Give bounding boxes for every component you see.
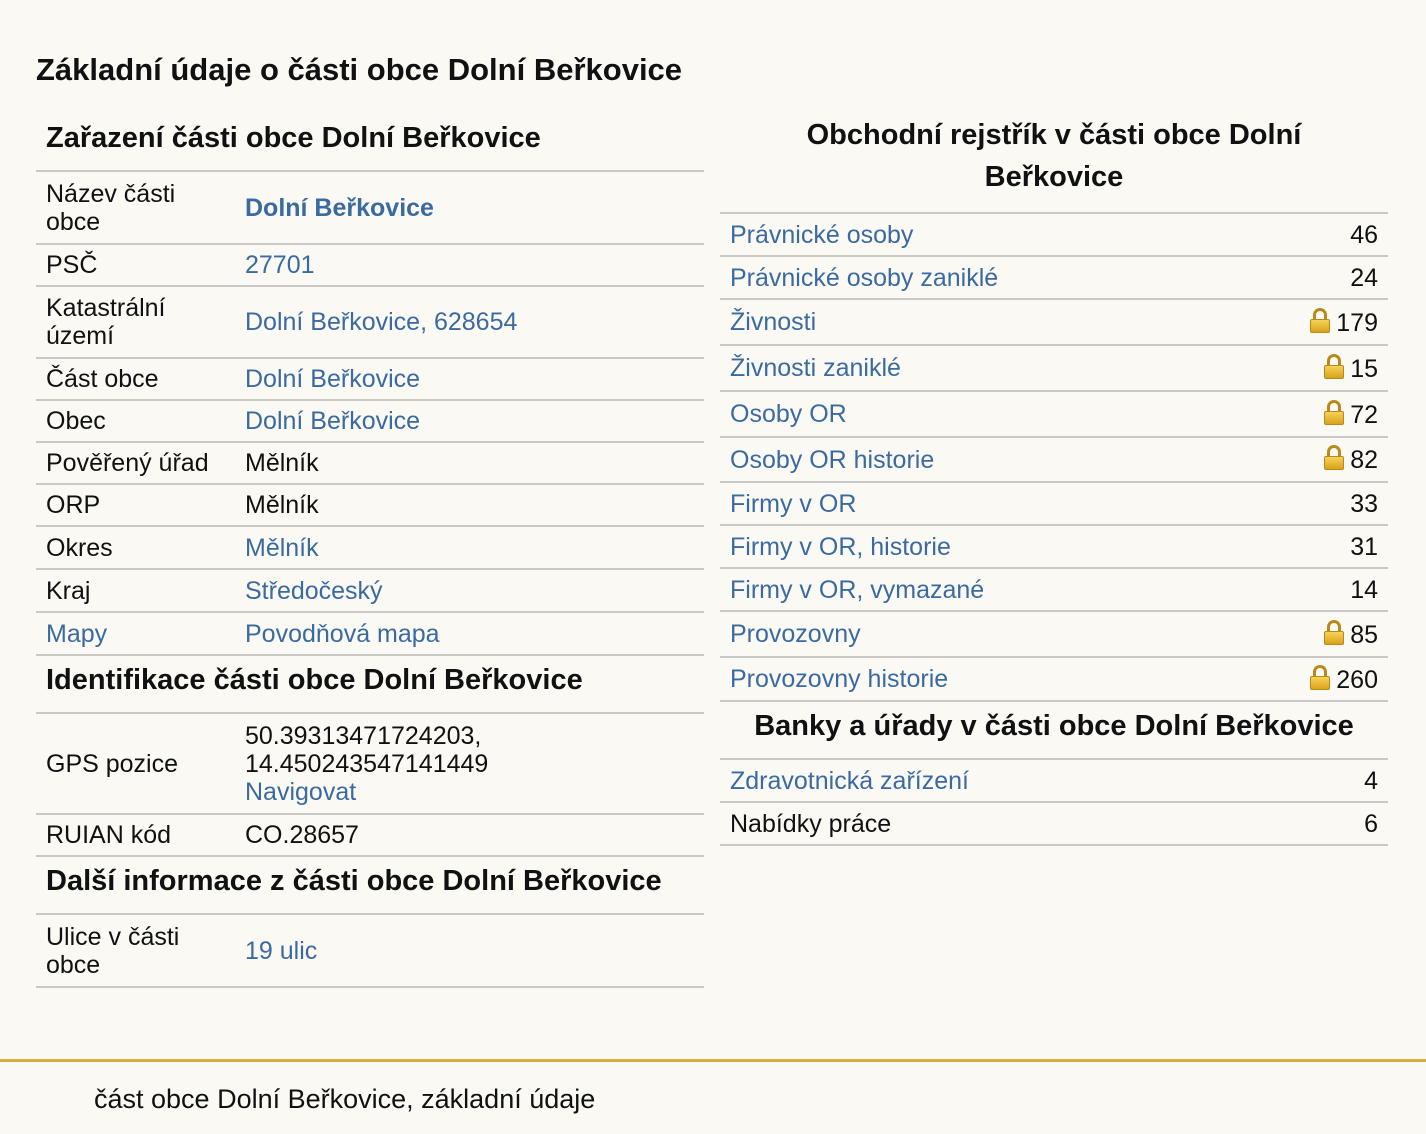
rejstrik-table xyxy=(720,214,1388,702)
okres-link[interactable]: Mělník xyxy=(245,533,319,562)
pravnicke-osoby-zanikle-link[interactable]: Právnické osoby zaniklé xyxy=(730,263,999,292)
table-row xyxy=(720,525,1388,568)
table-row xyxy=(36,442,704,484)
table-row xyxy=(36,358,704,400)
katastralni-uzemi-link[interactable]: Dolní Beřkovice, 628654 xyxy=(245,308,518,336)
row-key: Obec xyxy=(36,400,235,442)
row-count: 24 xyxy=(1232,256,1388,299)
left-column xyxy=(36,110,704,988)
zdravotnicka-zarizeni-link[interactable]: Zdravotnická zařízení xyxy=(730,766,969,795)
psc-link[interactable]: 27701 xyxy=(245,251,315,279)
table-row xyxy=(720,657,1388,701)
table-row xyxy=(36,526,704,569)
zarazeni-table xyxy=(36,172,704,656)
osoby-or-historie-link[interactable]: Osoby OR historie xyxy=(730,445,935,474)
pravnicke-osoby-link[interactable]: Právnické osoby xyxy=(730,220,914,249)
mapy-link[interactable]: Mapy xyxy=(46,619,108,648)
table-row xyxy=(720,256,1388,299)
row-key: Katastrální území xyxy=(36,286,235,358)
dalsi-title: Další informace z části obce Dolní Beřkovice xyxy=(36,857,704,915)
table-row xyxy=(720,299,1388,345)
row-count: 14 xyxy=(1232,568,1388,611)
banky-table xyxy=(720,760,1388,846)
dalsi-table xyxy=(36,915,704,988)
firmy-v-or-vymazane-link[interactable]: Firmy v OR, vymazané xyxy=(730,575,985,604)
table-row xyxy=(720,214,1388,256)
row-count: 4 xyxy=(1311,760,1388,802)
table-row xyxy=(36,814,704,856)
osoby-or-link[interactable]: Osoby OR xyxy=(730,400,847,428)
row-key: Kraj xyxy=(36,569,235,612)
row-count: 260 xyxy=(1336,665,1378,694)
footer-divider xyxy=(0,1059,1426,1062)
nazev-casti-link[interactable]: Dolní Beřkovice xyxy=(245,193,434,222)
row-count: 72 xyxy=(1350,400,1378,429)
ruian-value: CO.28657 xyxy=(235,814,704,856)
row-count: 46 xyxy=(1232,214,1388,256)
firmy-v-or-historie-link[interactable]: Firmy v OR, historie xyxy=(730,532,951,561)
nabidky-prace-label: Nabídky práce xyxy=(720,802,1311,845)
obec-link[interactable]: Dolní Beřkovice xyxy=(245,407,421,435)
provozovny-link[interactable]: Provozovny xyxy=(730,620,861,648)
ulice-link[interactable]: 19 ulic xyxy=(245,936,318,965)
row-key: PSČ xyxy=(36,244,235,286)
lock-icon xyxy=(1324,400,1344,425)
table-row xyxy=(720,760,1388,802)
orp-value: Mělník xyxy=(235,484,704,526)
table-row xyxy=(36,244,704,286)
gps-label: GPS pozice xyxy=(36,714,235,814)
table-row xyxy=(36,172,704,244)
kraj-link[interactable]: Středočeský xyxy=(245,576,383,605)
table-row xyxy=(720,568,1388,611)
row-count: 82 xyxy=(1350,446,1378,474)
row-key: Název části obce xyxy=(36,172,235,244)
cast-obce-link[interactable]: Dolní Beřkovice xyxy=(245,365,421,393)
table-row xyxy=(720,345,1388,391)
table-row xyxy=(36,286,704,358)
navigate-link[interactable]: Navigovat xyxy=(245,777,357,806)
lock-icon xyxy=(1324,445,1344,470)
poverenu-urad-value: Mělník xyxy=(235,442,704,484)
table-row xyxy=(720,802,1388,845)
table-row xyxy=(36,612,704,655)
right-column xyxy=(720,110,1388,846)
table-row xyxy=(36,400,704,442)
identifikace-table xyxy=(36,714,704,857)
lock-icon xyxy=(1324,354,1344,379)
provozovny-historie-link[interactable]: Provozovny historie xyxy=(730,665,949,693)
table-row xyxy=(720,611,1388,657)
lock-icon xyxy=(1324,620,1344,645)
lock-icon xyxy=(1310,665,1330,690)
row-key: Okres xyxy=(36,526,235,569)
zivnosti-zanikle-link[interactable]: Živnosti zaniklé xyxy=(730,354,901,382)
row-count: 15 xyxy=(1350,354,1378,383)
row-count: 179 xyxy=(1336,308,1378,337)
rejstrik-title: Obchodní rejstřík v části obce Dolní Beřkovice xyxy=(720,110,1388,214)
gps-lat: 50.39313471724203, xyxy=(245,721,482,750)
ulice-label: Ulice v části obce xyxy=(36,915,235,987)
row-count: 6 xyxy=(1311,802,1388,845)
table-row xyxy=(36,484,704,526)
zarazeni-title: Zařazení části obce Dolní Beřkovice xyxy=(36,110,704,172)
lock-icon xyxy=(1310,308,1330,333)
footer-text: část obce Dolní Beřkovice, základní údaje xyxy=(94,1084,596,1114)
row-key: Část obce xyxy=(36,358,235,400)
table-row xyxy=(36,915,704,987)
row-key: ORP xyxy=(36,484,235,526)
table-row xyxy=(720,437,1388,482)
page-title: Základní údaje o části obce Dolní Beřkovice xyxy=(36,52,683,87)
row-count: 33 xyxy=(1232,482,1388,525)
row-key: Pověřený úřad xyxy=(36,442,235,484)
zivnosti-link[interactable]: Živnosti xyxy=(730,308,817,336)
table-row xyxy=(36,569,704,612)
banky-title: Banky a úřady v části obce Dolní Beřkovice xyxy=(720,702,1388,760)
table-row xyxy=(720,482,1388,525)
firmy-v-or-link[interactable]: Firmy v OR xyxy=(730,489,857,518)
table-row xyxy=(720,391,1388,437)
identifikace-title: Identifikace části obce Dolní Beřkovice xyxy=(36,656,704,714)
row-count: 31 xyxy=(1232,525,1388,568)
row-count: 85 xyxy=(1350,620,1378,649)
gps-lon: 14.450243547141449 xyxy=(245,749,489,778)
povodnova-mapa-link[interactable]: Povodňová mapa xyxy=(245,619,440,648)
table-row xyxy=(36,714,704,814)
ruian-label: RUIAN kód xyxy=(36,814,235,856)
